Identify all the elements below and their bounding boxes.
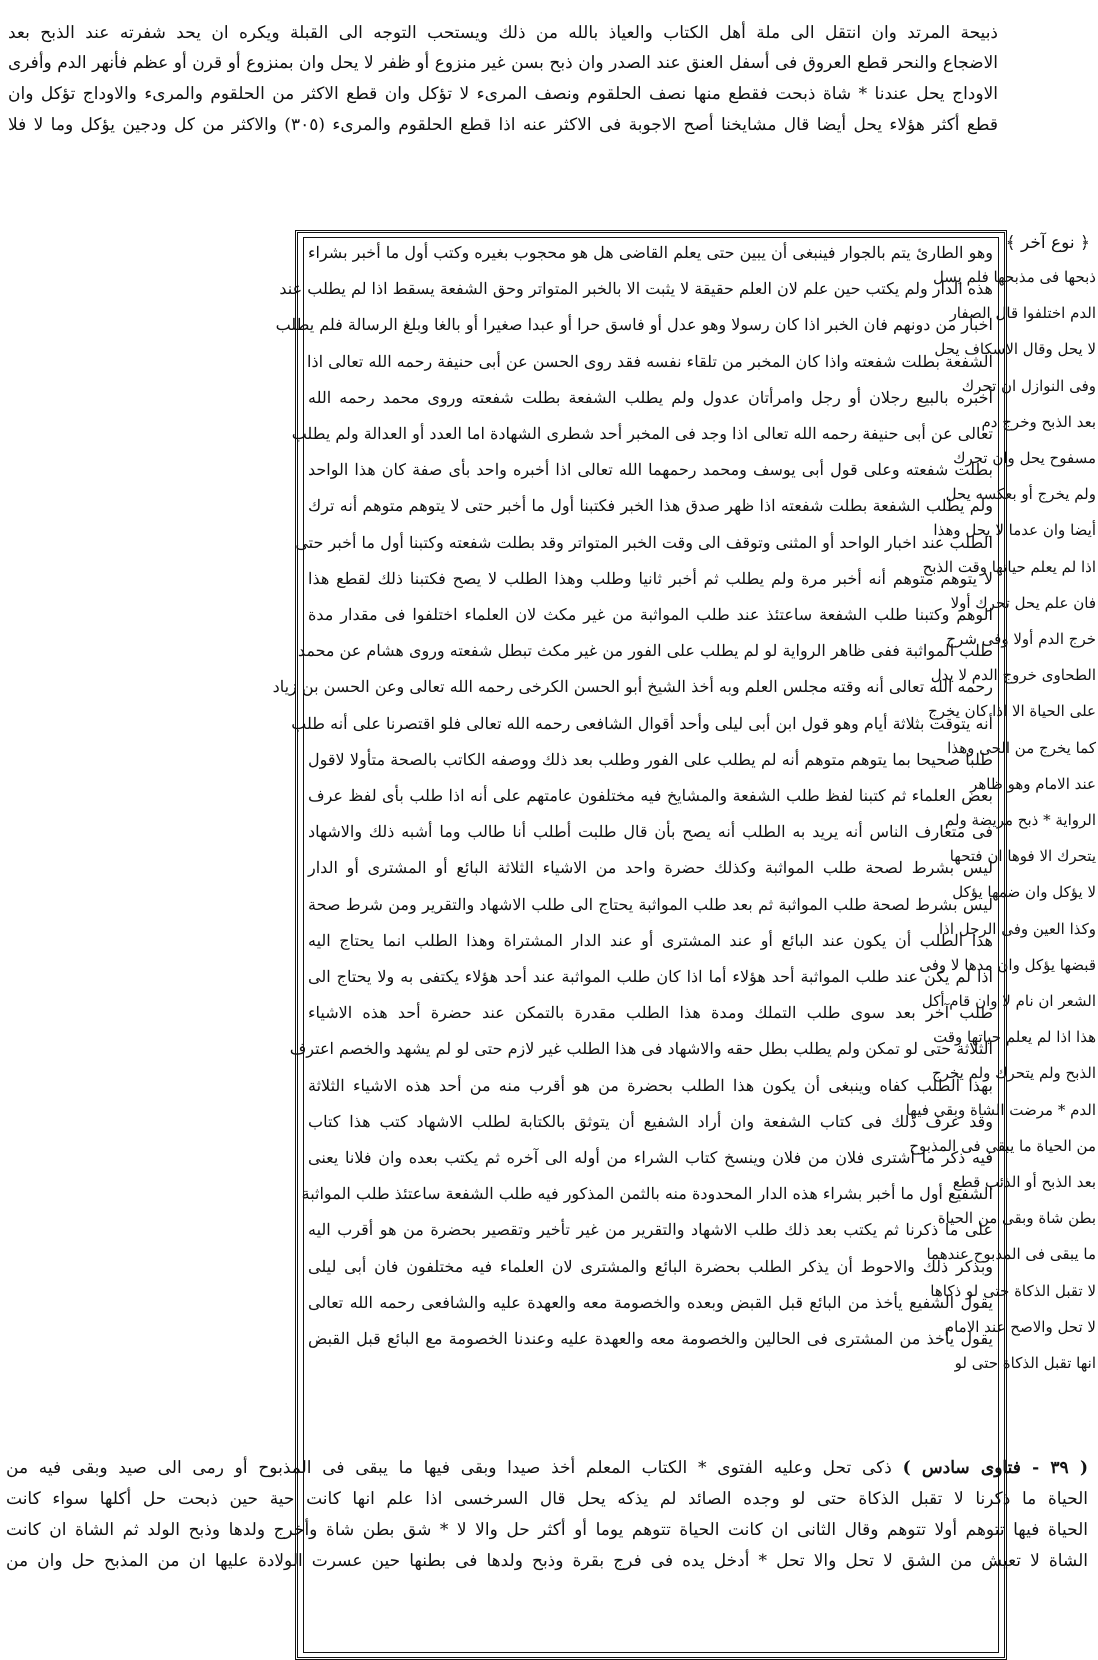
main-line: الشفعة بطلت شفعته واذا كان المخبر من تلقاء نفسه فقد روى الحسن عن أبى حنيفة رحمه الله تعالى اذا: [307, 351, 993, 371]
main-line: بهذا الطلب كفاه وينبغى أن يكون هذا الطلب بحضرة من هو أقرب منه من أحد هذه الاشياء الثلاثة: [308, 1075, 993, 1095]
top-line-4: قطع أكثر هؤلاء يحل أيضا قال مشايخنا أصح الاجوبة فى الاكثر عنه اذا قطع الحلقوم والمرىء (٣٠٥) والاكثر من كل ودجين يؤكل وما لا فلا: [8, 115, 998, 135]
bottom-line-1-text: ذكى تحل وعليه الفتوى * الكتاب المعلم أخذ صيدا وبقى فيها ما يبقى فى المذبوح أو رمى الى صيد وبقى فيه من: [6, 1458, 892, 1478]
bottom-line-3: الحياة فيها تتوهم أولا تتوهم وقال الثانى ان كانت الحياة تتوهم يوما أو أكثر حل والا لا * شق بطن شاة وأخرج ولدها وذبح الولد ثم الشاة ان كانت: [6, 1520, 1088, 1540]
side-line: قبضها يؤكل وان مدها لا وفى: [919, 955, 1096, 974]
side-line: لا تحل والاصح عند الامام: [944, 1317, 1096, 1336]
main-line: طلب آخر بعد سوى طلب التملك ومدة هذا الطلب مقدرة بالتمكن عند حضرة أحد هذه الاشياء: [308, 1003, 993, 1023]
side-line: هذا اذا لم يعلم حياتها وقت: [933, 1028, 1096, 1047]
side-column-heading: ﴿ نوع آخر ﴾: [1005, 233, 1090, 253]
main-line: اذا لم يكن عند طلب المواثبة أحد هؤلاء أما اذا كان طلب المواثبة عند أحد هؤلاء يكتفى به ولا يحتاج الى: [308, 967, 993, 986]
side-line: من الحياة ما يبقى فى المذبوح: [909, 1136, 1096, 1155]
side-line: على الحياة الا اذا كان يخرج: [928, 702, 1096, 721]
main-line: على ما ذكرنا ثم يكتب بعد ذلك طلب الاشهاد والتقرير من غير تأخير وتقصير بحضرة من هو أقرب اليه: [308, 1220, 993, 1240]
main-line: وبذكر ذلك والاحوط أن يذكر الطلب بحضرة البائع والمشترى لان العلماء فيه مختلفون فان أبى ليلى: [308, 1256, 993, 1276]
side-line: لا يحل وقال الاسكاف يحل: [934, 340, 1096, 359]
side-line: الطحاوى خروج الدم لا يدل: [930, 666, 1096, 685]
side-line: عند الامام وهو ظاهر: [970, 774, 1096, 793]
side-line: الشعر ان نام لا وان قام أكل: [921, 992, 1096, 1010]
side-line: أيضا وان عدما لا يحل وهذا: [933, 521, 1096, 540]
main-line: ولم يطلب الشفعة بطلت شفعته اذا ظهر صدق هذا الخبر فكتبنا أول ما أخبر حتى لا يتوهم متوهم أنه ترك: [308, 496, 994, 516]
side-line: ما يبقى فى المذبوح عندهما: [926, 1245, 1096, 1264]
main-line: هذه الدار ولم يكتب حين علم لان العلم حقيقة لا يثبت الا بالخبر المتواتر وحق الشفعة يسقط اذا لم يطلب عند: [279, 279, 993, 299]
top-line-1: ذبيحة المرتد وان انتقل الى ملة أهل الكتاب والعياذ بالله من ذلك ويستحب التوجه الى القبلة ويكره ان يحد شفرته عند الذبح بعد: [8, 23, 998, 43]
main-line: ليس بشرط لصحة طلب المواثبة ثم بعد طلب المواثبة يحتاج الى طلب الاشهاد والتقرير ومن شرط صحة: [308, 894, 993, 914]
main-line: يقول الشفيع يأخذ من البائع قبل القبض وبعده والخصومة معه والعهدة عليه والشافعى رحمه الله تعالى: [308, 1292, 993, 1312]
main-line: وقد عرف ذلك فى كتاب الشفعة وان أراد الشفيع أن يتوثق بالكتابة لطلب الاشهاد كتب هذا كتاب: [308, 1111, 993, 1131]
side-line: بطن شاة وبقى من الحياة: [937, 1209, 1096, 1228]
main-line: بعض العلماء ثم كتبنا لفظ طلب الشفعة والمشايخ فيه مختلفون عامتهم على أنه اذا طلب بأى لفظ عرف: [308, 786, 993, 805]
main-line: الطلب عند اخبار الواحد أو المثنى وتوقف الى وقت الخبر المتواتر وقد بطلت شفعته وكتبنا أول ما أخبر حتى: [295, 532, 993, 552]
side-line: الدم اختلفوا قال الصفار: [949, 304, 1096, 323]
side-line: ذبحها فى مذبحها فلم يسل: [932, 268, 1096, 286]
main-line: فى متعارف الناس أنه يريد به الطلب أنه يصح بأن قال طلبت أطلب أنا طالب وما أشبه ذلك والاشهاد: [308, 822, 993, 842]
main-line: أنه يتوقت بثلاثة أيام وهو قول ابن أبى ليلى وأحد أقوال الشافعى رحمه الله تعالى فلو اقتصرنا على أنه طلب: [291, 713, 993, 733]
main-line: وهو الطارئ يتم بالجوار فينبغى أن يبين حتى يعلم القاضى هل هو محجوب بغيره وكتب أول ما أخبر بشراء: [308, 243, 993, 262]
top-line-3: الاوداج يحل عندنا * شاة ذبحت فقطع منها نصف الحلقوم ونصف المرىء لا تؤكل وان قطع الاكثر من الحلقوم والمرىء والاوداج تؤكل وان: [8, 84, 998, 104]
side-line: الرواية * ذبح مريضة ولم: [944, 811, 1096, 829]
main-line: بطلت شفعته وعلى قول أبى يوسف ومحمد رحمهما الله تعالى اذا أخبره واحد بأى صفة كان هذا الواحد: [308, 460, 993, 480]
side-line: الدم * مرضت الشاة وبقى فيها: [905, 1100, 1096, 1119]
main-line: الثلاثة حتى لو تمكن ولم يطلب بطل حقه والاشهاد فى هذا الطلب غير لازم حتى لو لم يشهد والخصم اعترف: [289, 1039, 993, 1059]
side-line: اذا لم يعلم حياتها وقت الذبح: [922, 557, 1096, 576]
main-line: ليس بشرط لصحة طلب المواثبة وكذلك حضرة واحد من الاشياء الثلاثة البائع أو المشترى أو الدار: [308, 858, 994, 878]
side-line: ولم يخرج أو بعكسه يحل: [945, 485, 1096, 504]
main-line: تعالى عن أبى حنيفة رحمه الله تعالى اذا وجد فى المخبر أحد شطرى الشهادة اما العدد أو العدالة ولم يطلب: [291, 424, 993, 443]
main-line: هذا الطلب أن يكون عند البائع أو عند المشترى أو عند الدار المشتراة وهذا الطلب انما يحتاج اليه: [308, 930, 993, 950]
main-line: اخبار من دونهم فان الخبر اذا كان رسولا وهو عدل أو فاسق حرا أو عبدا صغيرا أو بالغا وبلغ الرسالة فلم يطلب: [275, 315, 993, 335]
side-line: بعد الذبح وخرج دم: [981, 412, 1096, 431]
side-line: فان علم يحل تحرك أولا: [950, 593, 1096, 612]
top-line-2: الاضجاع والنحر قطع العروق فى أسفل العنق عند الصدر وان ذبح بسن غير منزوع أو ظفر لا يحل وان بمنزوع أو قرن أو عظم فأنهر الدم وأفرى: [8, 53, 998, 73]
main-line: أخبره بالبيع رجلان أو رجل وامرأتان عدول ولم يطلب الشفعة بطلت شفعته وروى محمد رحمه الله: [308, 387, 993, 407]
main-line: فيه ذكر ما اشترى فلان من فلان وينسخ كتاب الشراء من أوله الى آخره ثم يكتب بعده وان فلانا يعنى: [308, 1148, 993, 1167]
side-line: لا تقبل الذكاة حتى لو ذكاها: [930, 1281, 1096, 1300]
side-line: يتحرك الا فوها ان فتحها: [949, 847, 1096, 866]
main-line: رحمه الله تعالى أنه وقته مجلس العلم وبه أخذ الشيخ أبو الحسن الكرخى رحمه الله تعالى وعن الحسن بن زياد: [272, 677, 993, 697]
bottom-line-2: الحياة ما ذكرنا لا تقبل الذكاة حتى لو وجده الصائد لم يذكه يحل قال السرخسى اذا علم انها كانت حية حين ذبحت حل أكلها سواء كانت: [6, 1489, 1088, 1509]
main-line: الوهم وكتبنا طلب الشفعة ساعتئذ عند طلب المواثبة من غير مكث لان العلماء اختلفوا فى مقدار مدة: [308, 605, 993, 624]
side-line: كما يخرج من الحى وهذا: [947, 738, 1096, 757]
main-line: الشفيع أول ما أخبر بشراء هذه الدار المحدودة منه بالثمن المذكور فيه طلب الشفعة ساعتئذ طلب المواثبة: [301, 1184, 993, 1204]
bottom-line-4: الشاة لا تعيش من الشق لا تحل والا تحل * أدخل يده فى فرج بقرة وذبح ولدها فى بطنها حين عسرت الولادة عليها ان من المذبح حل وان من: [6, 1551, 1088, 1571]
main-line: يقول يأخذ من المشترى فى الحالين والخصومة معه والعهدة عليه وعندنا الخصومة مع البائع قبل القبض: [308, 1329, 993, 1348]
bottom-line-1: [6, 1452, 1088, 1484]
main-line: طلبا صحيحا بما يتوهم متوهم أنه لم يطلب على الفور وطلب بعد ذلك ووصفه الكاتب بالصحة متأولا لاقول: [308, 749, 993, 769]
side-line: انها تقبل الذكاة حتى لو: [954, 1354, 1096, 1372]
side-line: وكذا العين وفى الرجل اذا: [939, 919, 1096, 938]
side-line: بعد الذبح أو الذئب قطع: [952, 1173, 1096, 1191]
side-line: خرج الدم أولا وفى شرح: [946, 630, 1096, 648]
side-line: لا يؤكل وان ضمها يؤكل: [952, 883, 1096, 902]
side-line: وفى النوازل ان تحرك: [961, 376, 1096, 395]
side-line: الذبح ولم يتحرك ولم يخرج: [932, 1064, 1096, 1083]
side-line: مسفوح يحل وان تحرك: [953, 449, 1096, 467]
main-line: طلب المواثبة ففى ظاهر الرواية لو لم يطلب على الفور من غير مكث تبطل شفعته وروى هشام عن محمد: [297, 641, 993, 661]
main-line: لا يتوهم متوهم أنه أخبر مرة ولم يطلب ثم أخبر ثانيا وطلب وهذا الطلب لا يصح فكتبنا ذلك لقطع هذا: [308, 568, 993, 588]
page-number-marker: ( ٣٩ - فتاوى سادس ): [902, 1458, 1088, 1478]
